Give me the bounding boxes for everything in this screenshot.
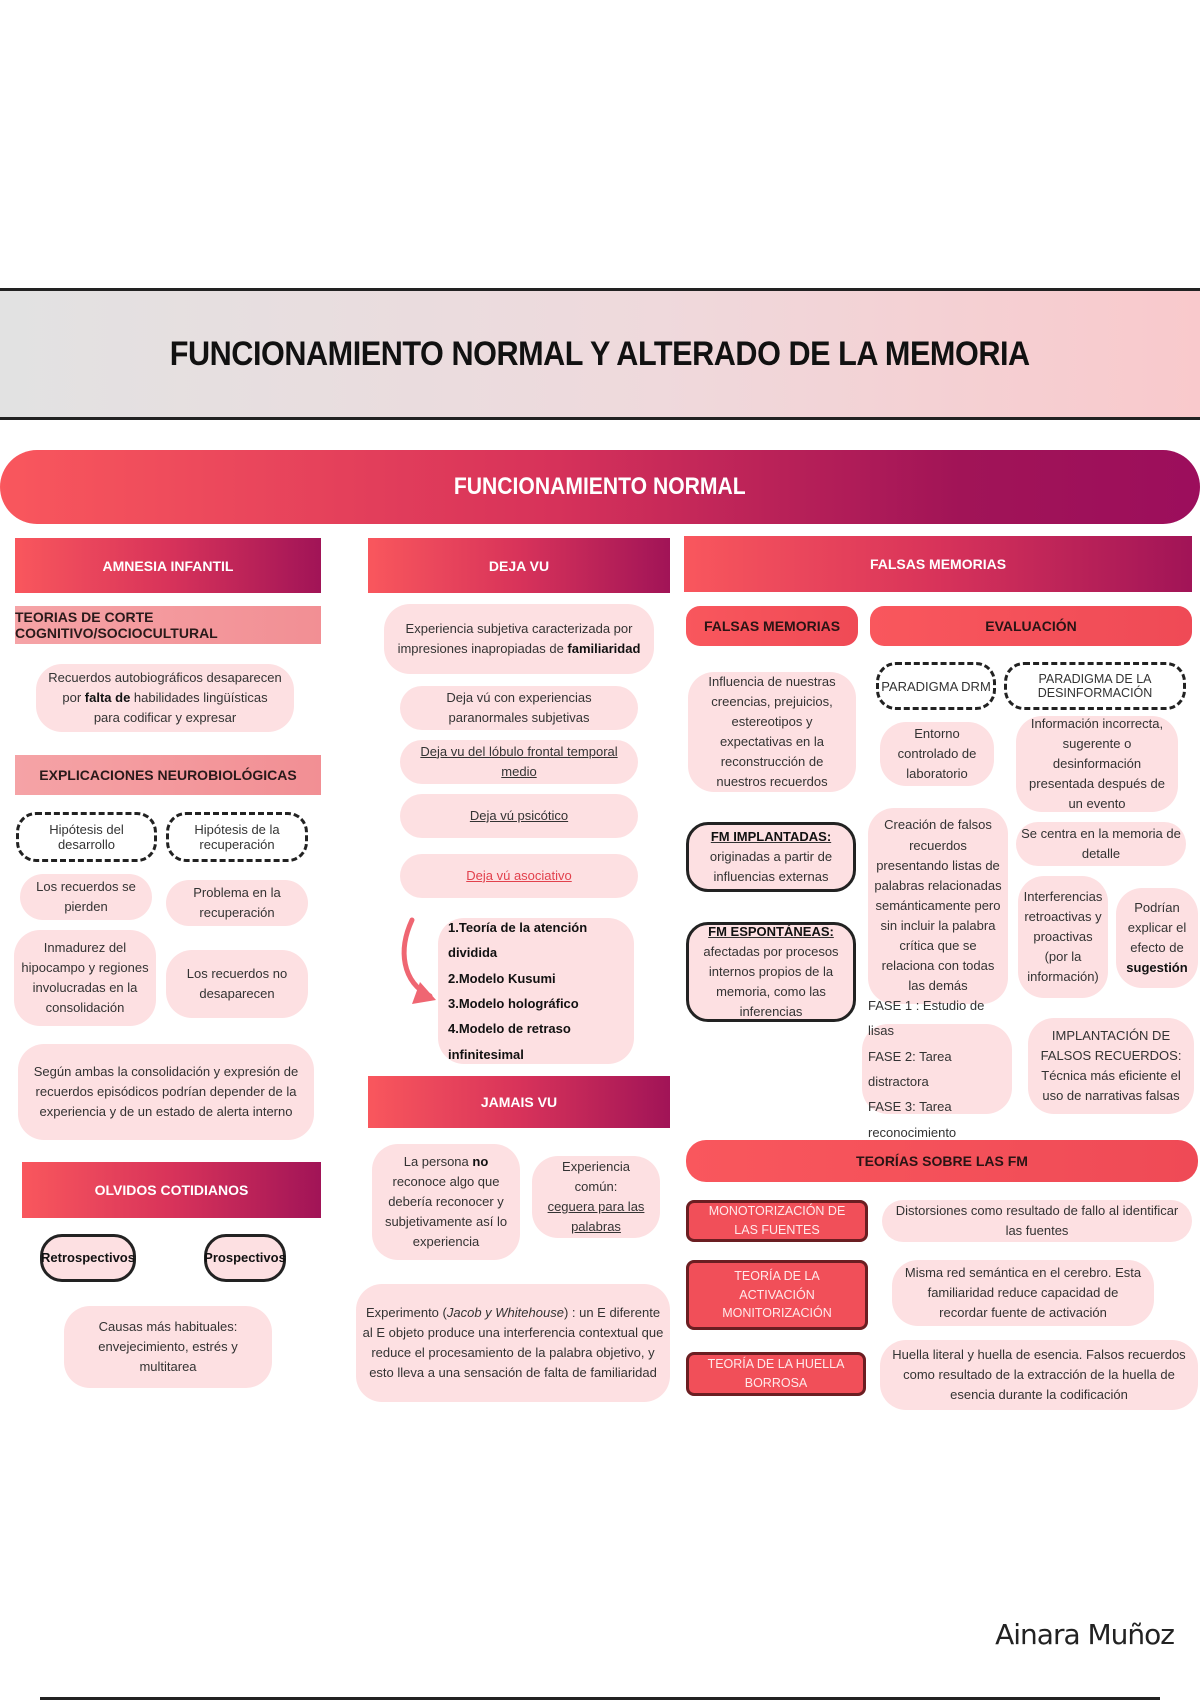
info-wrong-pill: [1016, 716, 1178, 812]
retro-label: Retrospectivos: [41, 1249, 135, 1265]
lost-label: Los recuerdos se pierden: [36, 878, 136, 914]
phases-list: [868, 993, 1006, 1145]
theories-header: [686, 1140, 1198, 1182]
associative-pill: [400, 854, 638, 898]
theory-fuzzy-desc-label: Huella literal y huella de esencia. Falsos recuerdos como resultado de la extracción de la huella de esencia durante la codificación: [892, 1346, 1186, 1403]
not-lost-label: Los recuerdos no desaparecen: [186, 965, 288, 1001]
implant-label: IMPLANTACIÓN DE FALSOS RECUERDOS: Técnica más eficiente el uso de narrativas falsas: [1040, 1027, 1182, 1104]
lab-label: Entorno controlado de laboratorio: [897, 725, 977, 782]
hyp-rec-box: [166, 812, 308, 862]
jamaisvu-header-label: JAMAIS VU: [480, 1094, 558, 1110]
dejavu-theory-item: 4.Modelo de retraso infinitesimal: [448, 1021, 571, 1062]
amnesia-header: [15, 538, 321, 593]
hyp-rec-label: Hipótesis de la recuperación: [194, 822, 280, 852]
theory-activation-label: TEORÍA DE LA ACTIVACIÓN MONITORIZACIÓN: [722, 1268, 832, 1321]
cognitive-header: [15, 606, 321, 644]
paranormal-label: Deja vú con experiencias paranormales subjetivas: [446, 689, 592, 725]
dejavu-def: Experiencia subjetiva caracterizada por impresiones inapropiadas de familiaridad: [397, 620, 641, 656]
theory-activation-box: [686, 1260, 868, 1330]
immature-label: Inmadurez del hipocampo y regiones involucradas en la consolidación: [21, 939, 149, 1016]
cognitive-pill: [36, 664, 294, 732]
creation-pill: [868, 808, 1008, 1004]
sub-eval-label: EVALUACIÓN: [985, 618, 1077, 634]
drm-label: PARADIGMA DRM: [881, 678, 991, 694]
falsas-header: [684, 536, 1192, 592]
theory-activation-desc: [892, 1260, 1154, 1326]
jamaisvu-common-pill: [532, 1156, 660, 1238]
suggestion-pill: [1116, 888, 1198, 988]
causes-pill: [64, 1306, 272, 1388]
dejavu-theory-item: 3.Modelo holográfico: [448, 996, 579, 1011]
experiment-text: Experimento (Jacob y Whitehouse) : un E diferente al E objeto produce una interferencia contextual que reduce el procesamiento de la palabra objetivo, y esto lleva a una sensación de falta de familiaridad: [362, 1304, 664, 1381]
theory-source-desc: [882, 1200, 1192, 1242]
hyp-dev-box: [16, 812, 157, 862]
causes-label: Causas más habituales: envejecimiento, estrés y multitarea: [98, 1318, 238, 1375]
neuro-header: [15, 755, 321, 795]
amnesia-header-label: AMNESIA INFANTIL: [102, 557, 234, 574]
phases-pill: [862, 997, 1012, 1140]
implant-pill: [1028, 1018, 1194, 1114]
both-pill: [18, 1044, 314, 1140]
problem-label: Problema en la recuperación: [193, 884, 281, 920]
cognitive-header-label: TEORIAS DE CORTE COGNITIVO/SOCIOCULTURAL: [15, 609, 218, 641]
sub-fm-label: FALSAS MEMORIAS: [703, 618, 841, 634]
hyp-dev-label: Hipótesis del desarrollo: [49, 822, 124, 852]
lost-pill: [20, 874, 152, 920]
problem-pill: [166, 880, 308, 926]
theory-fuzzy-desc: [880, 1340, 1198, 1410]
theory-fuzzy-box: [686, 1352, 866, 1396]
spontaneous-box: [686, 922, 856, 1022]
associative-label: Deja vú asociativo: [466, 867, 572, 883]
dejavu-def-pill: [384, 604, 654, 674]
olvidos-header: [22, 1162, 321, 1218]
falsas-header-label: FALSAS MEMORIAS: [869, 556, 1007, 572]
main-banner-label: FUNCIONAMIENTO NORMAL: [454, 473, 746, 500]
lab-pill: [880, 722, 994, 786]
olvidos-header-label: OLVIDOS COTIDIANOS: [94, 1182, 249, 1198]
retro-box: [40, 1234, 136, 1282]
psychotic-pill: [400, 794, 638, 838]
theory-source-box: [686, 1200, 868, 1242]
phase-item: FASE 2: Tarea distractora: [868, 1048, 952, 1089]
sub-eval-header: [870, 606, 1192, 646]
phase-item: FASE 1 : Estudio de lisas: [868, 997, 985, 1039]
detail-pill: [1016, 822, 1186, 866]
creation-label: Creación de falsos recuerdos presentando listas de palabras relacionadas semánticamente pero sin incluir la palabra crítica que se relaciona con todas las demás: [874, 817, 1002, 994]
jamaisvu-common: Experiencia común: ceguera para las palabras: [547, 1158, 645, 1235]
spontaneous-text: FM ESPONTÁNEAS: afectadas por procesos internos propios de la memoria, como las inferencias: [703, 923, 839, 1020]
sub-fm-header: [686, 606, 858, 646]
title-band: [0, 288, 1200, 420]
jamaisvu-header: [368, 1076, 670, 1128]
implanted-box: [686, 822, 856, 892]
suggestion-text: Podrían explicar el efecto de sugestión: [1126, 899, 1188, 976]
main-banner: [0, 450, 1200, 524]
interference-pill: [1018, 876, 1108, 998]
jamaisvu-person: La persona no reconoce algo que debería reconocer y subjetivamente así lo experiencia: [384, 1153, 508, 1250]
author-signature: Ainara Muñoz: [995, 1618, 1174, 1651]
both-label: Según ambas la consolidación y expresión de recuerdos episódicos podrían depender de la experiencia y de un estado de alerta interno: [33, 1063, 299, 1120]
theory-source-desc-label: Distorsiones como resultado de fallo al identificar las fuentes: [895, 1202, 1179, 1238]
dejavu-header-label: DEJA VU: [488, 557, 550, 574]
page-title: FUNCIONAMIENTO NORMAL Y ALTERADO DE LA MEMORIA: [170, 334, 1030, 373]
dejavu-theory-item: 1.Teoría de la atención dividida: [448, 919, 588, 961]
not-lost-pill: [166, 950, 308, 1018]
theory-fuzzy-label: TEORÍA DE LA HUELLA BORROSA: [707, 1357, 845, 1390]
interference-label: Interferencias retroactivas y proactivas (por la información): [1023, 888, 1103, 985]
influence-label: Influencia de nuestras creencias, prejuicios, estereotipos y expectativas en la reconstrucción de nuestros recuerdos: [708, 673, 836, 790]
neuro-header-label: EXPLICACIONES NEUROBIOLÓGICAS: [39, 767, 297, 783]
dejavu-theories-pill: [438, 918, 634, 1064]
theories-header-label: TEORÍAS SOBRE LAS FM: [856, 1153, 1028, 1169]
implanted-text: FM IMPLANTADAS: originadas a partir de influencias externas: [709, 828, 833, 885]
lobe-label: Deja vu del lóbulo frontal temporal medio: [420, 743, 618, 779]
dejavu-theory-item: 2.Modelo Kusumi: [448, 970, 556, 986]
influence-pill: [688, 672, 856, 792]
immature-pill: [14, 930, 156, 1026]
phase-item: FASE 3: Tarea reconocimiento: [868, 1099, 957, 1140]
desinfo-label: PARADIGMA DE LA DESINFORMACIÓN: [1037, 672, 1153, 700]
theory-activation-desc-label: Misma red semántica en el cerebro. Esta familiaridad reduce capacidad de recordar fuente de activación: [904, 1264, 1142, 1321]
prosp-label: Prospectivos: [204, 1249, 286, 1265]
dejavu-header: [368, 538, 670, 593]
psychotic-label: Deja vú psicótico: [469, 807, 569, 823]
lobe-pill: [400, 740, 638, 784]
theory-source-label: MONOTORIZACIÓN DE LAS FUENTES: [708, 1204, 846, 1237]
info-wrong-label: Información incorrecta, sugerente o desinformación presentada después de un evento: [1029, 715, 1165, 812]
paranormal-pill: [400, 686, 638, 730]
cognitive-text: Recuerdos autobiográficos desaparecen por falta de habilidades lingüísticas para codificar y expresar: [48, 669, 282, 726]
detail-label: Se centra en la memoria de detalle: [1021, 825, 1181, 861]
prosp-box: [204, 1234, 286, 1282]
drm-box: [876, 662, 996, 710]
desinfo-box: [1004, 662, 1186, 710]
experiment-pill: [356, 1284, 670, 1402]
jamaisvu-person-pill: [372, 1144, 520, 1260]
dejavu-theories-list: [448, 915, 624, 1067]
